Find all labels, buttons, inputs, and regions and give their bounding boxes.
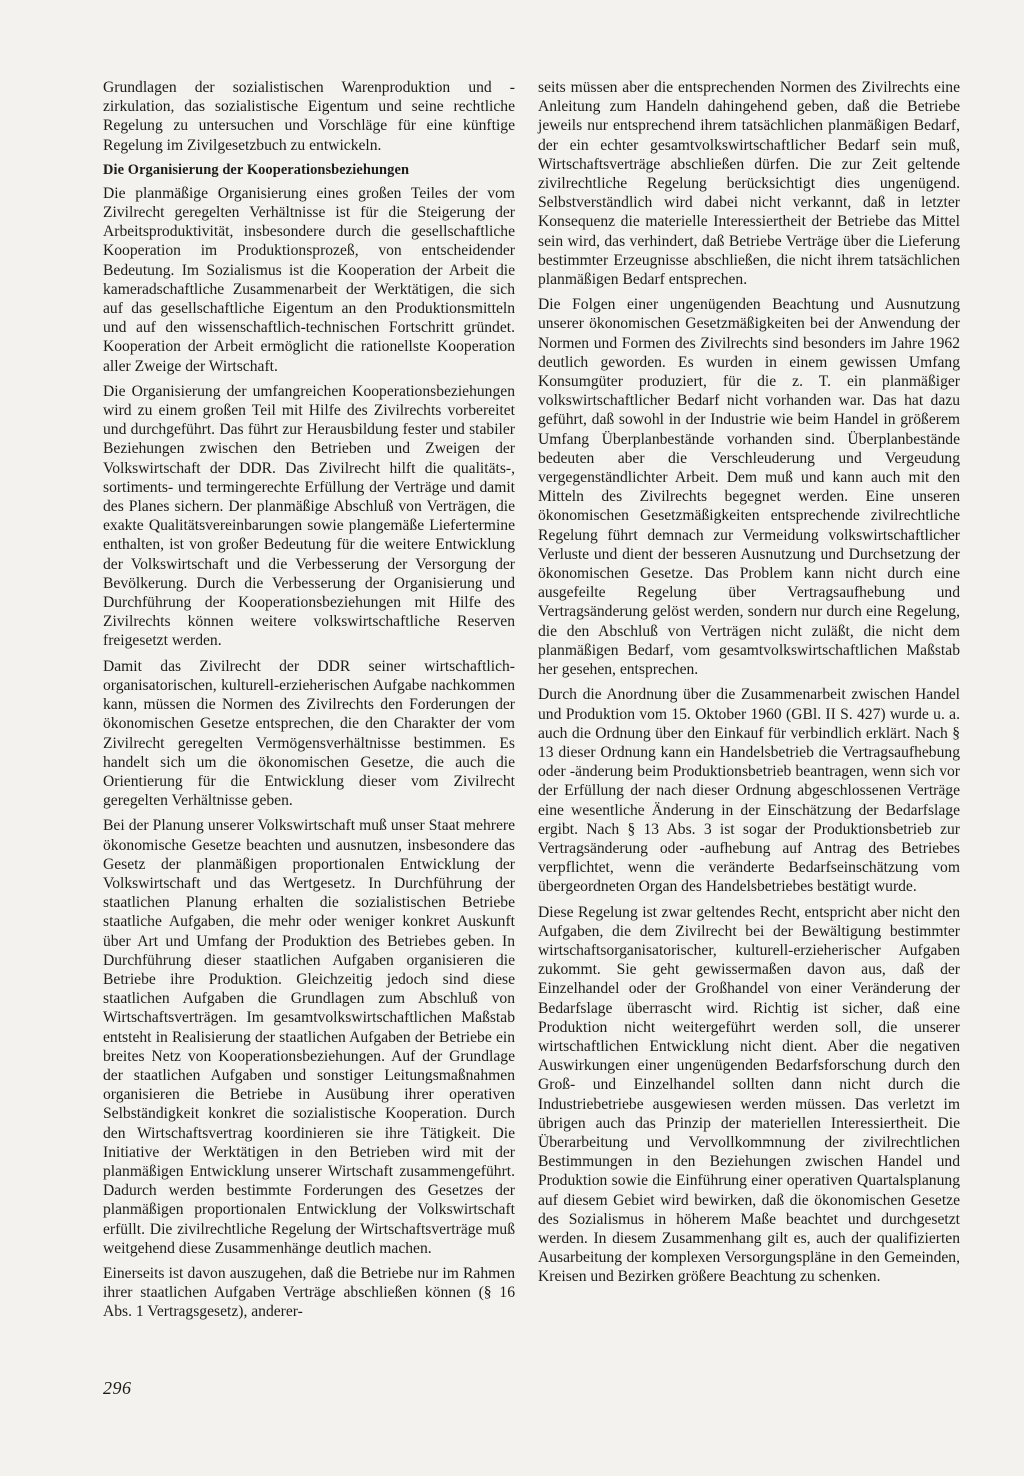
paragraph: Die planmäßige Organisierung eines großen Teiles der vom Zivilrecht geregelten Verhältnisse ist für die Steigerung der Arbeitsproduktivität, insbesondere durch die gesellschaftliche Kooperation im Produktionsprozeß, von entscheidender Bedeutung. Im Sozialismus ist die Kooperation der Arbeit die kameradschaftliche Zusammenarbeit der Werktätigen, die sich auf das gesellschaftliche Eigentum an den Produktionsmitteln und auf den wissenschaftlich-technischen Fortschritt gründet. Kooperation der Arbeit ermöglicht die rationellste Kooperation aller Zweige der Wirtschaft.: [103, 184, 515, 375]
paragraph: Einerseits ist davon auszugehen, daß die Betriebe nur im Rahmen ihrer staatlichen Aufgaben Verträge abschließen können (§ 16 Abs. 1 Vertragsgesetz), anderer-: [103, 1264, 515, 1321]
right-column: [538, 78, 960, 1293]
left-column: [103, 78, 515, 1328]
paragraph: Die Folgen einer ungenügenden Beachtung und Ausnutzung unserer ökonomischen Gesetzmäßigkeiten bei der Anwendung der Normen und Formen des Zivilrechts sind besonders im Jahre 1962 deutlich geworden. Es wurden in einem gewissen Umfang Konsumgüter produziert, für die z. T. ein planmäßiger volkswirtschaftlicher Bedarf nicht vorhanden war. Das hat dazu geführt, daß sowohl in der Industrie wie beim Handel in größerem Umfang Überplanbestände vorhanden sind. Überplanbestände bedeuten aber die Verschleuderung und Vergeudung vergegenständlichter Arbeit. Dem muß und kann auch mit den Mitteln des Zivilrechts begegnet werden. Eine unseren ökonomischen Gesetzmäßigkeiten entsprechende zivilrechtliche Regelung führt demnach zur Vermeidung volkswirtschaftlicher Verluste und dient der besseren Ausnutzung und Durchsetzung der ökonomischen Gesetze. Das Problem kann nicht durch eine ausgefeilte Regelung über Vertragsaufhebung und Vertragsänderung gelöst werden, sondern nur durch eine Regelung, die den Abschluß von Verträgen nicht zuläßt, die nicht dem planmäßigen Bedarf, vom gesamtvolkswirtschaftlichen Maßstab her gesehen, entsprechen.: [538, 296, 960, 679]
paragraph: Diese Regelung ist zwar geltendes Recht, entspricht aber nicht den Aufgaben, die dem Zivilrecht bei der Bewältigung bestimmter wirtschaftsorganisatorischer, kulturell-erzieherischer Aufgaben zukommt. Sie geht gewissermaßen davon aus, daß der Einzelhandel oder der Großhandel von einer Veränderung der Bedarfslage überrascht wird. Richtig ist sicher, daß eine Produktion nicht weitergeführt werden soll, die unserer wirtschaftlichen Entwicklung nicht dient. Aber die negativen Auswirkungen einer ungenügenden Bedarfsforschung durch den Groß- und Einzelhandel sollten dann nicht durch die Industriebetriebe ausgewiesen werden müssen. Das verletzt im übrigen auch das Prinzip der materiellen Interessiertheit. Die Überarbeitung und Vervollkommnung der zivilrechtlichen Bestimmungen in den Beziehungen zwischen Handel und Produktion sowie die Einführung einer operativen Quartalsplanung auf diesem Gebiet wird bewirken, daß die ökonomischen Gesetze des Sozialismus in höherem Maße beachtet und durchgesetzt werden. In diesem Zusammenhang gilt es, auch der qualifizierten Ausarbeitung der komplexen Versorgungspläne in den Gemeinden, Kreisen und Bezirken größere Beachtung zu schenken.: [538, 903, 960, 1286]
paragraph: Die Organisierung der umfangreichen Kooperationsbeziehungen wird zu einem großen Teil mit Hilfe des Zivilrechts vorbereitet und durchgeführt. Das führt zur Herausbildung fester und stabiler Beziehungen zwischen den Betrieben und Zweigen der Volkswirtschaft der DDR. Das Zivilrecht hilft die qualitäts-, sortiments- und termingerechte Erfüllung der Verträge und damit des Planes sichern. Der planmäßige Abschluß von Verträgen, die exakte Qualitätsvereinbarungen sowie plangemäße Liefertermine enthalten, ist von großer Bedeutung für die weitere Entwicklung der Volkswirtschaft und die Verbesserung der Versorgung der Bevölkerung. Durch die Verbesserung der Organisierung und Durchführung der Kooperationsbeziehungen mit Hilfe des Zivilrechts können weitere volkswirtschaftliche Reserven freigesetzt werden.: [103, 382, 515, 650]
paragraph: seits müssen aber die entsprechenden Normen des Zivilrechts eine Anleitung zum Handeln dahingehend geben, daß die Betriebe jeweils nur entsprechend ihrem tatsächlichen planmäßigen Bedarf, der ein echter gesamtvolkswirtschaftlicher Bedarf sein muß, Wirtschaftsverträge abschließen dürfen. Die zur Zeit geltende zivilrechtliche Regelung berücksichtigt dies ungenügend. Selbstverständlich wird dabei nicht verkannt, daß in letzter Konsequenz die materielle Interessiertheit der Betriebe das Mittel sein wird, das verhindert, daß Betriebe Verträge über die Lieferung bestimmter Erzeugnisse abschließen, die nicht ihrem tatsächlichen planmäßigen Bedarf entsprechen.: [538, 79, 960, 289]
paragraph: Grundlagen der sozialistischen Warenproduktion und -zirkulation, das sozialistische Eigentum und seine rechtliche Regelung zu untersuchen und Vorschläge für eine künftige Regelung im Zivilgesetzbuch zu entwickeln.: [103, 79, 515, 154]
section-heading: Die Organisierung der Kooperationsbeziehungen: [103, 161, 410, 178]
paragraph: Bei der Planung unserer Volkswirtschaft muß unser Staat mehrere ökonomische Gesetze beachten und ausnutzen, insbesondere das Gesetz der planmäßigen proportionalen Entwicklung der Volkswirtschaft und das Wertgesetz. In Durchführung der staatlichen Planung erhalten die sozialistischen Betriebe staatliche Aufgaben, die mehr oder weniger konkret Auskunft über Art und Umfang der Produktion des Betriebes geben. In Durchführung dieser staatlichen Aufgaben organisieren die Betriebe ihre Produktion. Gleichzeitig jedoch sind diese staatlichen Aufgaben die Grundlagen zum Abschluß von Wirtschaftsverträgen. Im gesamtvolkswirtschaftlichen Maßstab entsteht in Realisierung der staatlichen Aufgaben der Betriebe ein breites Netz von Kooperationsbeziehungen. Auf der Grundlage der staatlichen Aufgaben und sonstiger Leitungsmaßnahmen organisieren die Betriebe in Ausübung ihrer operativen Selbständigkeit konkret die sozialistische Kooperation. Durch den Wirtschaftsvertrag koordinieren sie ihre Tätigkeit. Die Initiative der Werktätigen in den Betrieben wird mit der planmäßigen Entwicklung unserer Wirtschaft zusammengeführt. Dadurch werden bestimmte Forderungen des Gesetzes der planmäßigen proportionalen Entwicklung der Volkswirtschaft erfüllt. Die zivilrechtliche Regelung der Wirtschaftsverträge muß weitgehend diese Zusammenhänge deutlich machen.: [103, 817, 515, 1257]
paragraph: Damit das Zivilrecht der DDR seiner wirtschaftlich-organisatorischen, kulturell-erzieherischen Aufgabe nachkommen kann, müssen die Normen des Zivilrechts den Forderungen der ökonomischen Gesetze entsprechen, die den Charakter der vom Zivilrecht geregelten Vermögensverhältnisse bestimmen. Es handelt sich um die ökonomischen Gesetze, die auch die Orientierung für die Entwicklung dieser vom Zivilrecht geregelten Verhältnisse geben.: [103, 657, 515, 810]
paragraph: Durch die Anordnung über die Zusammenarbeit zwischen Handel und Produktion vom 15. Oktober 1960 (GBl. II S. 427) wurde u. a. auch die Ordnung über den Einkauf für verbindlich erklärt. Nach § 13 dieser Ordnung kann ein Handelsbetrieb die Vertragsaufhebung oder -änderung beim Produktionsbetrieb beantragen, wenn sich vor der Erfüllung der nach dieser Ordnung abgeschlossenen Verträge eine wesentliche Änderung in der Einschätzung der Bedarfslage ergibt. Nach § 13 Abs. 3 ist sogar der Produktionsbetrieb zur Vertragsänderung oder -aufhebung auf Antrag des Betriebes verpflichtet, wenn die veränderte Bedarfseinschätzung vom übergeordneten Organ des Handelsbetriebes bestätigt wurde.: [538, 686, 960, 896]
page-number: 296: [103, 1378, 132, 1398]
